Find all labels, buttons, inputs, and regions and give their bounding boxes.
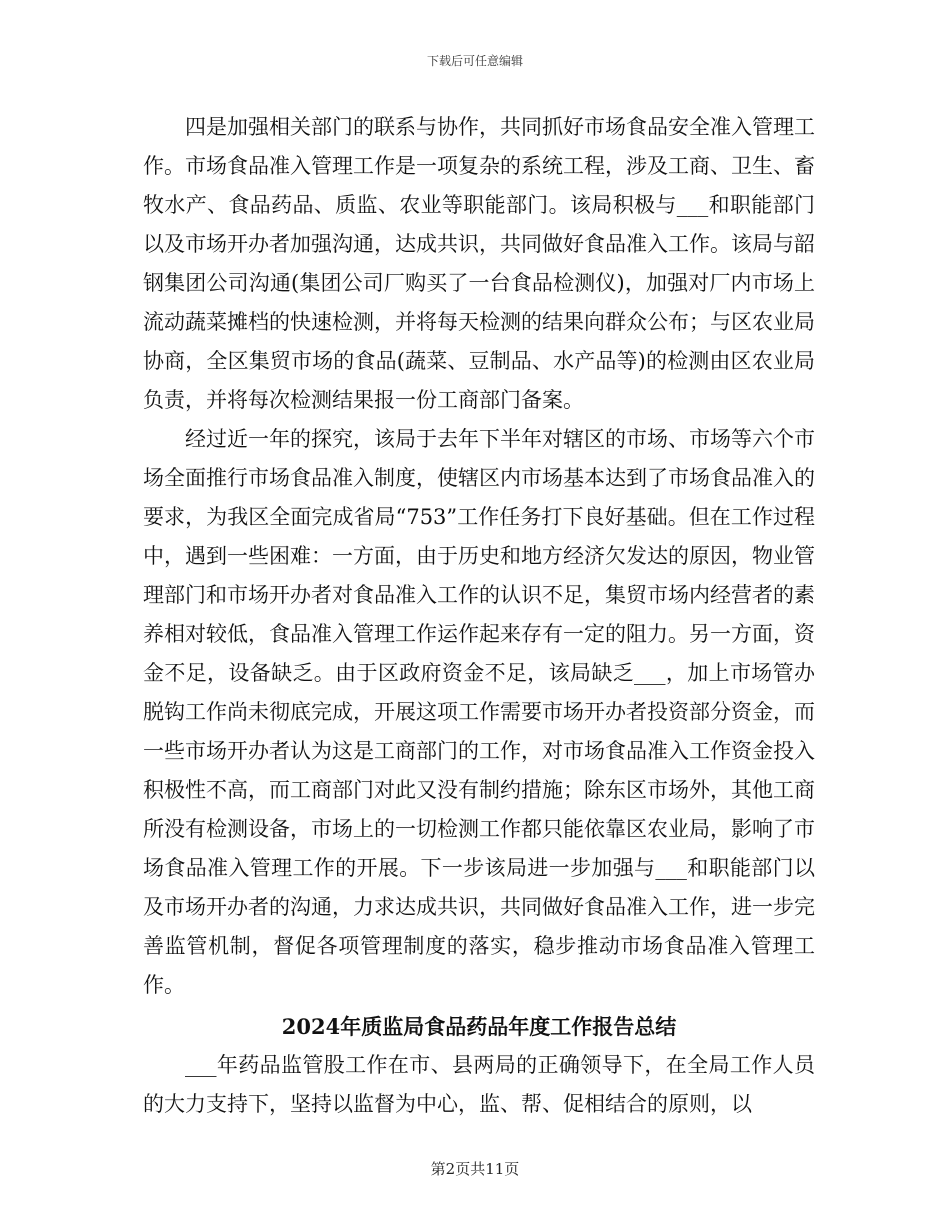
paragraph-coordination: 四是加强相关部门的联系与协作，共同抓好市场食品安全准入管理工作。市场食品准入管理工作是一项复杂的系统工程，涉及工商、卫生、畜牧水产、食品药品、质监、农业等职能部门。该局积极与___和职能部门以及市场开办者加强沟通，达成共识，共同做好食品准入工作。该局与韶钢集团公司沟通(集团公司厂购买了一台食品检测仪)，加强对厂内市场上流动蔬菜摊档的快速检测，并将每天检测的结果向群众公布；与区农业局协商，全区集贸市场的食品(蔬菜、豆制品、水产品等)的检测由区农业局负责，并将每次检测结果报一份工商部门备案。	[143, 115, 815, 412]
page-footer: 第2页共11页	[430, 1160, 520, 1178]
paragraph-progress-difficulties: 经过近一年的探究，该局于去年下半年对辖区的市场、市场等六个市场全面推行市场食品准入制度，使辖区内市场基本达到了市场食品准入的要求，为我区全面完成省局“753”工作任务打下良好基础。但在工作过程中，遇到一些困难：一方面，由于历史和地方经济欠发达的原因，物业管理部门和市场开办者对食品准入工作的认识不足，集贸市场内经营者的素养相对较低，食品准入管理工作运作起来存有一定的阻力。另一方面，资金不足，设备缺乏。由于区政府资金不足，该局缺乏___，加上市场管办脱钩工作尚未彻底完成，开展这项工作需要市场开办者投资部分资金，而一些市场开办者认为这是工商部门的工作，对市场食品准入工作资金投入积极性不高，而工商部门对此又没有制约措施；除东区市场外，其他工商所没有检测设备，市场上的一切检测工作都只能依靠区农业局，影响了市场食品准入管理工作的开展。下一步该局进一步加强与___和职能部门以及市场开办者的沟通，力求达成共识，共同做好食品准入工作，进一步完善监管机制，督促各项管理制度的落实，稳步推动市场食品准入管理工作。	[143, 427, 815, 997]
page-header: 下载后可任意编辑	[426, 54, 523, 68]
paragraph-report-intro: ___年药品监管股工作在市、县两局的正确领导下，在全局工作人员的大力支持下，坚持以监督为中心，监、帮、促相结合的原则，以	[143, 1053, 815, 1116]
section-title: 2024年质监局食品药品年度工作报告总结	[281, 1014, 677, 1039]
document-body	[143, 108, 815, 1124]
